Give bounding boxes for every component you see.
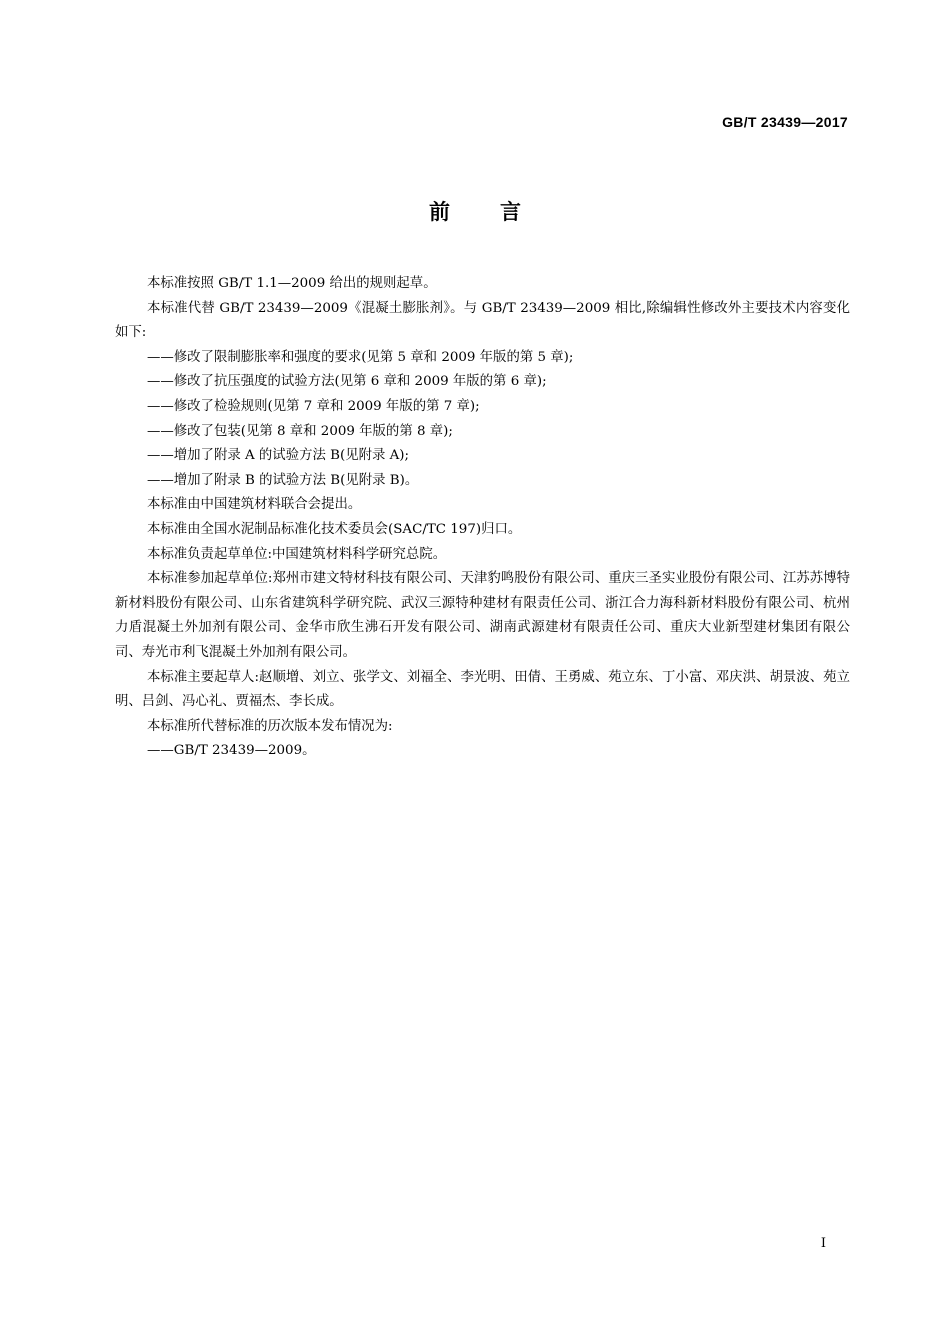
document-body [115, 272, 850, 764]
paragraph: 本标准所代替标准的历次版本发布情况为: [147, 718, 393, 734]
page-title: 前言 [429, 200, 571, 224]
paragraph: 本标准参加起草单位:郑州市建文特材科技有限公司、天津豹鸣股份有限公司、重庆三圣实业股份有限公司、江苏苏博特新材料股份有限公司、山东省建筑科学研究院、武汉三源特种建材有限责任公司、浙江合力海科新材料股份有限公司、杭州力盾混凝土外加剂有限公司、金华市欣生沸石开发有限公司、湖南武源建材有限责任公司、重庆大业新型建材集团有限公司、寿光市利飞混凝土外加剂有限公司。 [115, 571, 850, 660]
list-item: ——修改了包装(见第 8 章和 2009 年版的第 8 章); [147, 423, 453, 439]
list-item: ——修改了限制膨胀率和强度的要求(见第 5 章和 2009 年版的第 5 章); [147, 349, 574, 365]
list-item: ——修改了抗压强度的试验方法(见第 6 章和 2009 年版的第 6 章); [147, 374, 547, 390]
paragraph: 本标准按照 GB/T 1.1—2009 给出的规则起草。 [147, 276, 437, 291]
list-item: ——增加了附录 A 的试验方法 B(见附录 A); [147, 448, 410, 464]
paragraph: 本标准由中国建筑材料联合会提出。 [147, 497, 362, 513]
paragraph: 本标准负责起草单位:中国建筑材料科学研究总院。 [147, 546, 447, 562]
paragraph: 本标准主要起草人:赵顺增、刘立、张学文、刘福全、李光明、田倩、王勇威、苑立东、丁小富、邓庆洪、胡景波、苑立明、吕剑、冯心礼、贾福杰、李长成。 [115, 669, 850, 710]
list-item: ——修改了检验规则(见第 7 章和 2009 年版的第 7 章); [147, 398, 480, 414]
paragraph: 本标准由全国水泥制品标准化技术委员会(SAC/TC 197)归口。 [147, 521, 522, 537]
list-item: ——GB/T 23439—2009。 [147, 743, 316, 759]
standard-code: GB/T 23439—2017 [722, 114, 848, 130]
list-item: ——增加了附录 B 的试验方法 B(见附录 B)。 [147, 472, 419, 488]
page-number: I [820, 1236, 826, 1251]
paragraph: 本标准代替 GB/T 23439—2009《混凝土膨胀剂》。与 GB/T 23439—2009 相比,除编辑性修改外主要技术内容变化如下: [115, 300, 850, 341]
